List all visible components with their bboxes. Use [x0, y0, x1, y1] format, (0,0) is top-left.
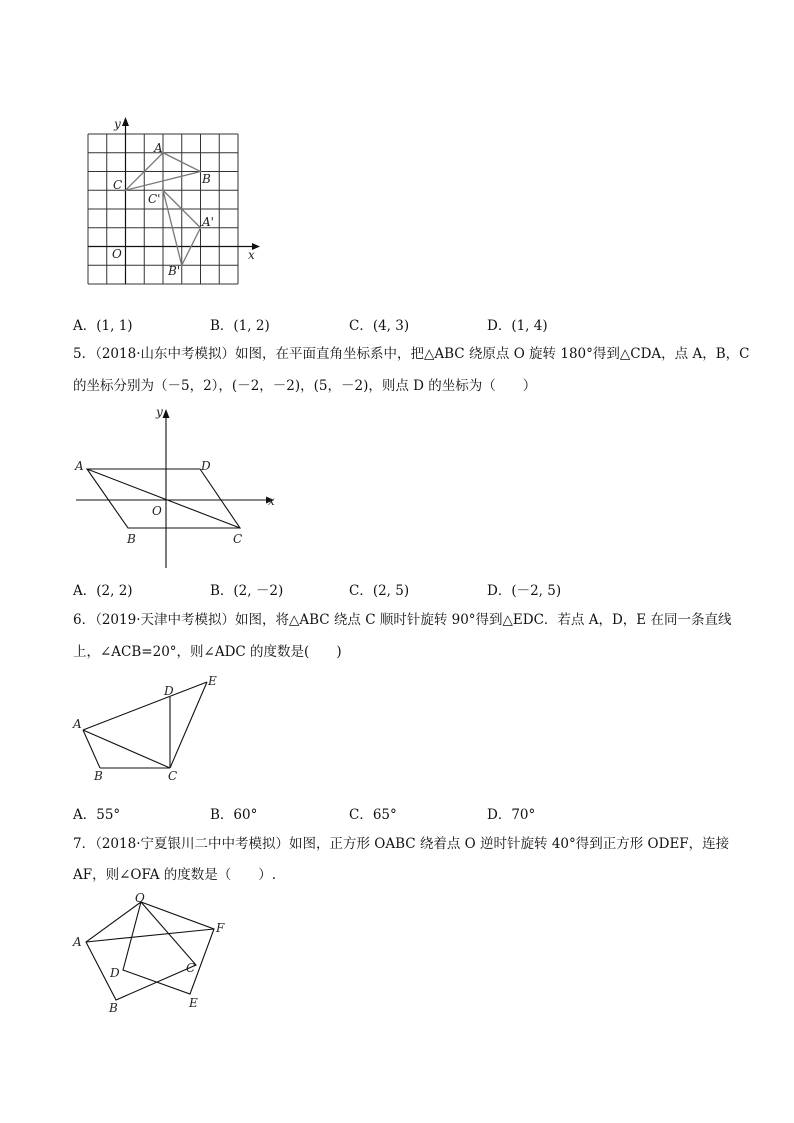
q4-option-b[interactable]: B．(1, 2) [210, 318, 270, 334]
q5-options [73, 579, 713, 599]
q4-options [73, 314, 713, 334]
q7-point-f-label: F [216, 921, 225, 935]
q6-point-d-label: D [164, 684, 174, 698]
q5-point-a-label: A [75, 459, 84, 473]
q7-point-e-label: E [189, 996, 198, 1010]
q7-point-d-label: D [110, 966, 120, 980]
q6-options [73, 803, 713, 823]
q7-stem-line1: 7．（2018·宁夏银川二中中考模拟）如图，正方形 OABC 绕着点 O 逆时针旋转 40°得到正方形 ODEF，连接 [73, 836, 730, 852]
q7-squares-figure [68, 890, 238, 1018]
q4-option-d[interactable]: D．(1, 4) [487, 318, 548, 334]
x-axis-label: x [248, 248, 255, 262]
q5-point-b-label: B [127, 532, 136, 546]
point-c-label: C [113, 178, 123, 192]
q7-stem-line2: AF，则∠OFA 的度数是（ ）. [73, 867, 277, 883]
q4-option-a[interactable]: A．(1, 1) [73, 318, 133, 334]
point-b-label: B [202, 172, 211, 186]
q5-option-b[interactable]: B．(2, －2) [210, 583, 284, 599]
q7-point-c-label: C [186, 961, 196, 975]
q7-point-a-label: A [73, 935, 82, 949]
q5-y-axis-label: y [156, 405, 163, 419]
q5-point-c-label: C [233, 532, 243, 546]
origin-label: O [112, 247, 122, 261]
y-axis-label: y [114, 117, 121, 131]
q6-point-c-label: C [168, 769, 178, 783]
q7-point-o-label: O [135, 891, 145, 905]
q6-point-e-label: E [208, 674, 217, 688]
q5-option-d[interactable]: D．(－2, 5) [487, 583, 562, 599]
q6-option-d[interactable]: D．70° [487, 807, 536, 823]
q6-stem-line1: 6．（2019·天津中考模拟）如图，将△ABC 绕点 C 顺时针旋转 90°得到△EDC．若点 A，D，E 在同一条直线 [73, 612, 732, 628]
q5-point-d-label: D [201, 459, 211, 473]
q5-origin-label: O [152, 504, 162, 518]
q4-option-c[interactable]: C．(4, 3) [349, 318, 410, 334]
q5-parallelogram-figure [70, 404, 285, 574]
q5-option-a[interactable]: A．(2, 2) [73, 583, 133, 599]
q5-option-c[interactable]: C．(2, 5) [349, 583, 410, 599]
q6-stem-line2: 上，∠ACB=20°，则∠ADC 的度数是( ) [73, 644, 342, 660]
q5-stem-line1: 5．（2018·山东中考模拟）如图，在平面直角坐标系中，把△ABC 绕原点 O 旋转 180°得到△CDA，点 A，B，C [73, 346, 750, 362]
point-c-prime-label: C' [148, 192, 161, 206]
q6-point-a-label: A [73, 717, 82, 731]
q6-rotation-figure [70, 672, 240, 784]
point-b-prime-label: B' [168, 264, 181, 278]
q5-x-axis-label: x [268, 494, 275, 508]
q6-point-b-label: B [94, 769, 103, 783]
q6-option-b[interactable]: B．60° [210, 807, 258, 823]
q6-option-a[interactable]: A．55° [73, 807, 121, 823]
grid-rotation-figure [80, 112, 270, 292]
point-a-prime-label: A' [202, 215, 214, 229]
q7-point-b-label: B [109, 1001, 118, 1015]
q5-stem-line2: 的坐标分别为（－5，2），(－2，－2)，(5，－2)，则点 D 的坐标为（ ） [73, 378, 537, 394]
q6-option-c[interactable]: C．65° [349, 807, 397, 823]
point-a-label: A [154, 141, 163, 155]
